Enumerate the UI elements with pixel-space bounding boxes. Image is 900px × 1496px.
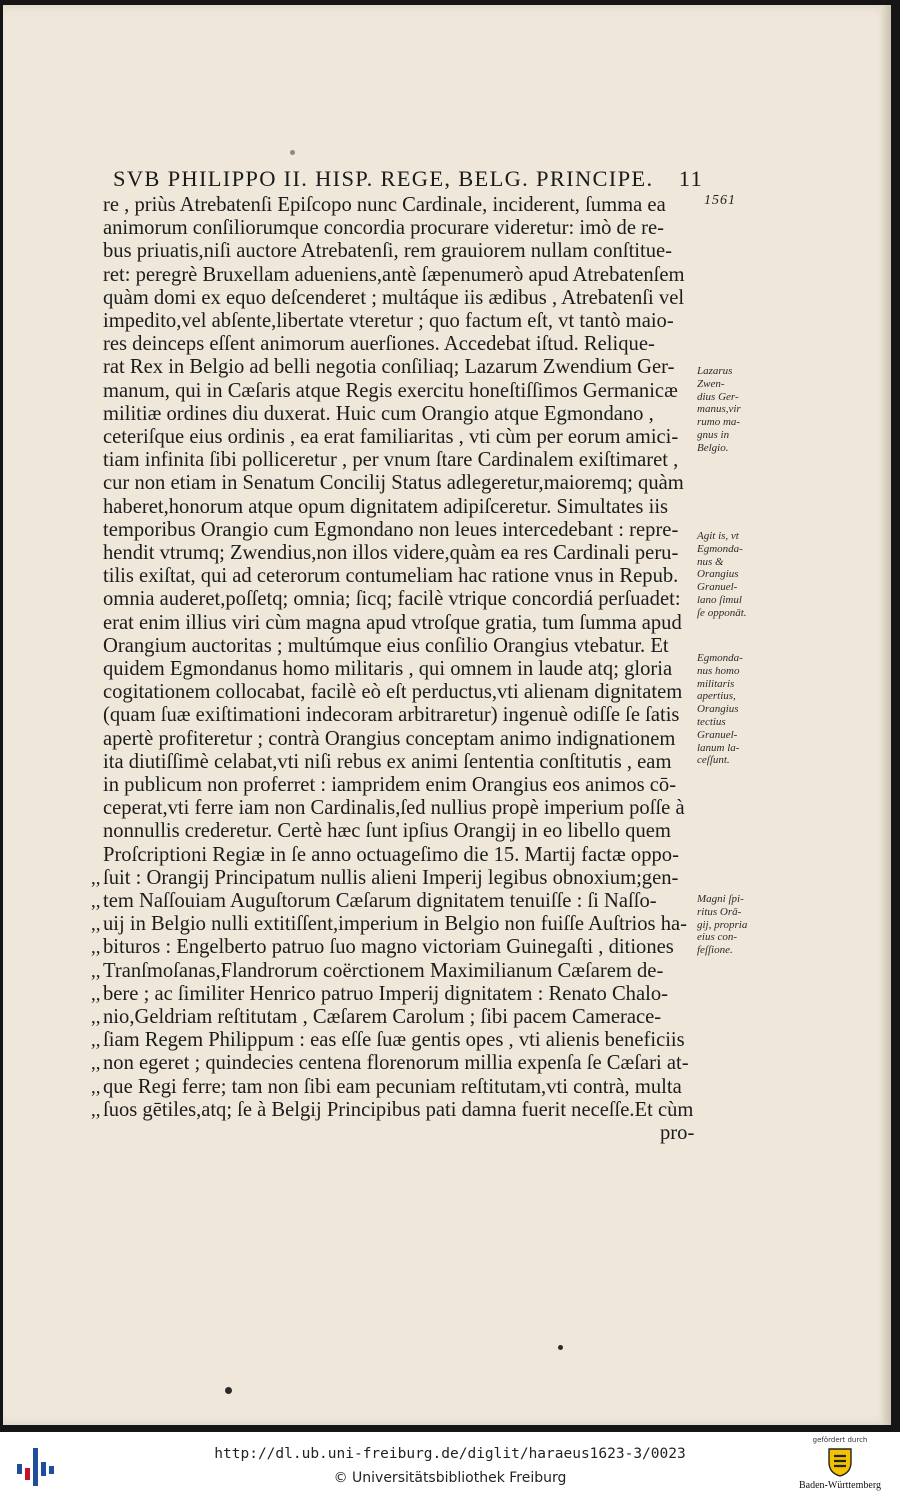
text-line xyxy=(0,774,888,797)
line-text: rat Rex in Belgio ad belli negotia conſiliaq; Lazarum Zwendium Ger- xyxy=(103,356,675,379)
line-text: quàm domi ex equo deſcenderet ; multáque iis ædibus , Atrebatenſi vel xyxy=(103,286,685,309)
text-line xyxy=(0,1122,888,1145)
funded-by-label: gefördert durch xyxy=(812,1436,868,1444)
marginal-note xyxy=(697,365,767,455)
marginal-note xyxy=(697,652,767,767)
line-text: pro- xyxy=(660,1122,695,1144)
quotation-mark: ,, xyxy=(91,1053,101,1075)
marginal-note-line: Orangius xyxy=(697,703,739,716)
marginal-note-line: Orangius xyxy=(697,568,739,581)
line-text: tiam infinita ſibi polliceretur , per vnum ſtare Cardinalem exiſtimaret , xyxy=(103,449,679,472)
line-text: ſuos gētiles,atq; ſe à Belgij Principibus pati damna fuerit neceſſe.Et cùm xyxy=(103,1098,694,1121)
line-text: non egeret ; quindecies centena florenorum millia expenſa ſe Cæſari at- xyxy=(103,1052,689,1075)
marginal-note-line: ſe opponāt. xyxy=(697,606,747,619)
text-line xyxy=(0,264,888,287)
marginal-note-line: ceſſunt. xyxy=(697,754,730,767)
line-text: in publicum non proferret : iampridem enim Orangius eos animos cō- xyxy=(103,774,677,796)
margin-year: 1561 xyxy=(704,193,736,208)
text-line xyxy=(0,240,888,263)
line-text: haberet,honorum atque opum dignitatem adipiſceretur. Simultates iis xyxy=(103,495,669,518)
text-line xyxy=(0,1052,888,1075)
text-line xyxy=(0,1029,888,1052)
marginal-note-line: Granuel- xyxy=(697,728,738,741)
line-text: uij in Belgio nulli extitiſſent,imperium in Belgio non fuiſſe Auſtrios ha- xyxy=(103,913,688,936)
ink-speck xyxy=(558,1345,563,1350)
page-number: 11 xyxy=(678,166,703,191)
marginal-note-line: apertius, xyxy=(697,690,736,703)
marginal-note-line: feſſione. xyxy=(697,944,733,957)
line-text: bere ; ac ſimiliter Henrico patruo Imperij dignitatem : Renato Chalo- xyxy=(103,982,669,1005)
marginal-note-line: gij, propria xyxy=(697,918,748,931)
text-line xyxy=(0,820,888,843)
running-header xyxy=(113,166,703,192)
copyright-notice: © Universitätsbibliothek Freiburg xyxy=(333,1470,567,1486)
quotation-mark: ,, xyxy=(91,937,101,959)
text-line xyxy=(0,472,888,495)
marginal-note-line: Magni ſpi- xyxy=(697,893,744,905)
text-line xyxy=(0,287,888,310)
funder-badge xyxy=(790,1436,890,1494)
text-line xyxy=(0,960,888,983)
quotation-mark: ,, xyxy=(91,891,101,912)
quotation-mark: ,, xyxy=(91,1007,101,1028)
marginal-note-line: lano ſimul xyxy=(697,593,742,606)
marginal-note-line: eius con- xyxy=(697,931,738,944)
line-text: nio,Geldriam reſtitutam , Cæſarem Carolum ; ſibi pacem Camerace- xyxy=(103,1006,662,1028)
line-text: militiæ ordines diu duxerat. Huic cum Orangio atque Egmondano , xyxy=(103,402,654,425)
marginal-note xyxy=(697,530,767,620)
line-text: bus priuatis,niſi auctore Atrebatenſi, rem grauiorem nullam conſtitue- xyxy=(103,240,673,263)
marginal-note-line: nus & xyxy=(697,555,724,568)
marginal-note-line: rumo ma- xyxy=(697,416,741,429)
text-line xyxy=(0,310,888,333)
line-text: quidem Egmondanus homo militaris , qui omnem in laude atq; gloria xyxy=(103,658,673,680)
line-text: impedito,vel abſente,libertate vteretur ; quo factum eſt, vt tantò maio- xyxy=(103,310,674,332)
line-text: Orangium auctoritas ; multúmque eius conſilio Orangius vtebatur. Et xyxy=(103,634,669,657)
text-line xyxy=(0,867,888,890)
line-text: (quam ſuæ exiſtimationi indecoram arbitraretur) ingenuè odiſſe ſe ſatis xyxy=(103,704,680,727)
line-text: temporibus Orangio cum Egmondano non leues intercedebant : repre- xyxy=(103,518,679,541)
text-line xyxy=(0,217,888,240)
marginal-note-line: Granuel- xyxy=(697,581,738,594)
line-text: tilis exiſtat, qui ad ceterorum contumeliam hac ratione vnus in Repub. xyxy=(103,565,679,588)
line-text: ita diutiſſimè celabat,vti niſi rebus ex animi ſententia conſtitutis , eam xyxy=(103,750,672,773)
text-line xyxy=(0,797,888,820)
line-text: nonnullis crederetur. Certè hæc ſunt ipſius Orangij in eo libello quem xyxy=(103,820,671,843)
permalink-url[interactable]: http://dl.ub.uni-freiburg.de/diglit/haraeus1623-3/0023 xyxy=(214,1446,686,1462)
line-text: que Regi ferre; tam non ſibi eam pecuniam reſtitutam,vti contrà, multa xyxy=(103,1075,682,1098)
text-line xyxy=(0,333,888,356)
text-line xyxy=(0,844,888,867)
marginal-note-line: militaris xyxy=(697,677,735,690)
line-text: ret: peregrè Bruxellam adueniens,antè ſæpenumerò apud Atrebatenſem xyxy=(103,263,685,286)
line-text: animorum conſiliorumque concordia procurare videretur: imò de re- xyxy=(103,217,664,240)
marginal-note-line: manus,vir xyxy=(697,403,741,416)
quotation-mark: ,, xyxy=(91,960,101,982)
marginal-note-line: dius Ger- xyxy=(697,390,739,403)
marginal-note-line: Agit is, vt xyxy=(697,530,739,542)
line-text: bituros : Engelberto patruo ſuo magno victoriam Guinegaſti , ditiones xyxy=(103,936,674,959)
text-line xyxy=(0,1099,888,1122)
quotation-mark: ,, xyxy=(91,1076,101,1098)
line-text: hendit vtrumq; Zwendius,non illos videre,quàm ea res Cardinali peru- xyxy=(103,542,679,564)
line-text: ceteriſque eius ordinis , ea erat familiaritas , vti cùm per eorum amici- xyxy=(103,426,679,448)
quotation-mark: ,, xyxy=(91,1030,101,1052)
state-crest-icon xyxy=(826,1446,854,1478)
line-text: Tranſmoſanas,Flandrorum coërctionem Maximilianum Cæſarem de- xyxy=(103,959,664,982)
header-title: SVB PHILIPPO II. HISP. REGE, BELG. PRINCIPE. xyxy=(113,166,654,191)
quotation-mark: ,, xyxy=(91,983,101,1005)
marginal-note-line: Lazarus xyxy=(697,365,733,377)
text-line xyxy=(0,983,888,1006)
marginal-note-line: Egmonda- xyxy=(697,542,743,555)
line-text: manum, qui in Cæſaris atque Regis exercitu honeſtiſſimos Germanicæ xyxy=(103,379,678,402)
line-text: apertè profiteretur ; contrà Orangius conceptam animo indignationem xyxy=(103,727,676,750)
line-text: Proſcriptioni Regiæ in ſe anno octuageſimo die 15. Martij factæ oppo- xyxy=(103,843,679,866)
marginal-note-line: Belgio. xyxy=(697,441,729,454)
quotation-mark: ,, xyxy=(91,914,101,936)
line-text: ceperat,vti ferre iam non Cardinalis,ſed nullius propè imperium poſſe à xyxy=(103,797,685,820)
text-line xyxy=(0,496,888,519)
line-text: cogitationem collocabat, facilè eò eſt perductus,vti alienam dignitatem xyxy=(103,681,683,704)
marginal-note-line: Egmonda- xyxy=(697,652,743,664)
line-text: erat enim illius viri cùm magna apud vtroſque gratia, tum ſumma apud xyxy=(103,611,682,634)
marginal-note-line: lanum la- xyxy=(697,741,740,754)
marginal-note xyxy=(697,893,767,957)
quotation-mark: ,, xyxy=(91,867,101,889)
marginal-note-line: nus homo xyxy=(697,664,740,677)
line-text: re , priùs Atrebatenſi Epiſcopo nunc Cardinale, inciderent, ſumma ea xyxy=(103,194,666,216)
text-line xyxy=(0,1006,888,1029)
text-line xyxy=(0,194,888,217)
line-text: omnia auderet,poſſetq; omnia; ſicq; facilè vtrique concordiá perſuadet: xyxy=(103,588,681,611)
text-line xyxy=(0,1076,888,1099)
marginal-note-line: gnus in xyxy=(697,428,730,441)
funder-name: Baden-Württemberg xyxy=(798,1480,881,1491)
line-text: cur non etiam in Senatum Concilij Status adlegeretur,maioremq; quàm xyxy=(103,472,684,495)
ink-speck xyxy=(225,1387,232,1394)
quotation-mark: ,, xyxy=(91,1099,101,1121)
marginal-note-line: tectius xyxy=(697,715,726,728)
ink-speck xyxy=(290,150,295,155)
line-text: res deinceps eſſent animorum auerſiones. Accedebat iſtud. Relique- xyxy=(103,333,655,356)
marginal-note-line: Zwen- xyxy=(697,377,725,390)
line-text: tem Naſſouiam Auguſtorum Cæſarum dignitatem tenuiſſe : ſi Naſſo- xyxy=(103,890,657,912)
footer-bar xyxy=(0,1432,900,1496)
line-text: ſiam Regem Philippum : eas eſſe ſuæ gentis opes , vti alienis beneficiis xyxy=(103,1029,685,1052)
marginal-note-line: ritus Orā- xyxy=(697,905,742,918)
line-text: ſuit : Orangij Principatum nullis alieni Imperij legibus obnoxium;gen- xyxy=(103,866,679,889)
